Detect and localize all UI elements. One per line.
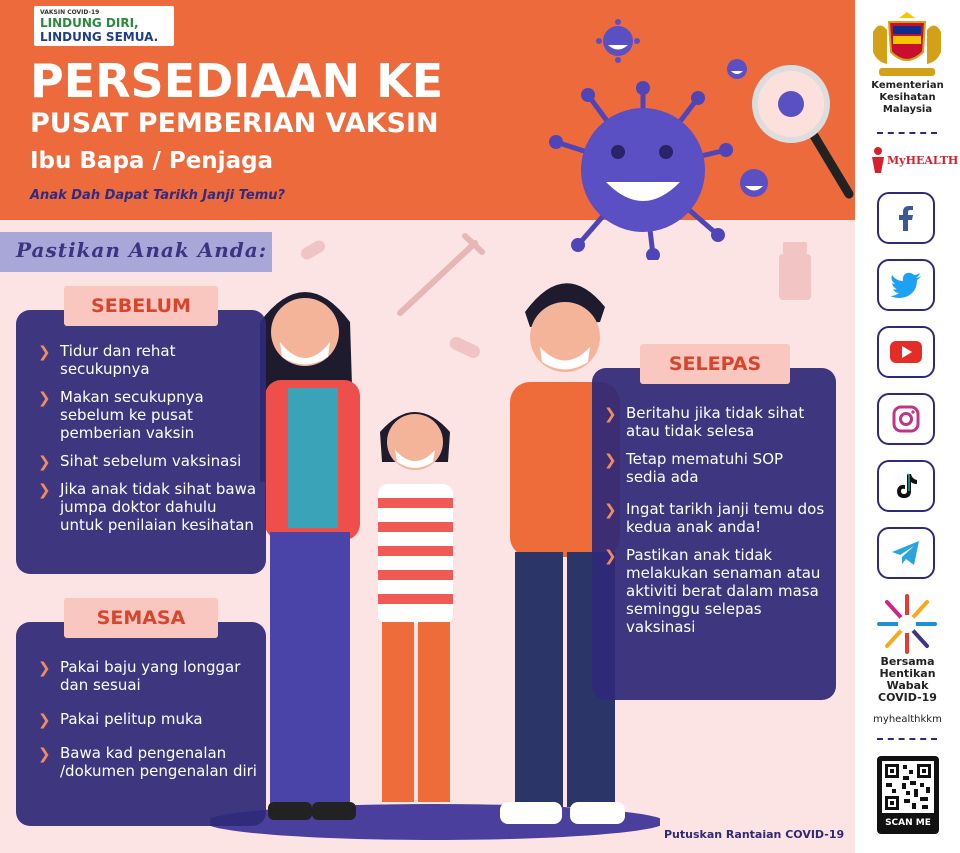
chevron-right-icon: ❯ xyxy=(38,659,51,677)
semasa-list xyxy=(38,658,260,790)
twitter-link[interactable] xyxy=(877,259,935,311)
instagram-icon xyxy=(891,404,921,434)
list-item xyxy=(604,546,826,636)
scan-me-label: SCAN ME xyxy=(885,818,931,828)
campaign-line2: LINDUNG SEMUA. xyxy=(40,30,159,44)
twitter-icon xyxy=(889,270,923,300)
list-item xyxy=(38,744,260,780)
bersama-line: COVID-19 xyxy=(878,691,937,704)
bersama-hentikan-logo xyxy=(875,594,939,654)
list-item xyxy=(38,388,260,442)
divider xyxy=(877,738,937,740)
campaign-line1: LINDUNG DIRI, xyxy=(40,16,139,30)
telegram-link[interactable] xyxy=(877,527,935,579)
chevron-right-icon: ❯ xyxy=(38,389,51,407)
instruction-banner-text: Pastikan Anak Anda: xyxy=(16,238,268,262)
malaysia-coat-of-arms-logo xyxy=(869,12,945,78)
list-item xyxy=(604,404,826,440)
audience-subtitle: Ibu Bapa / Penjaga xyxy=(30,148,274,174)
chevron-right-icon: ❯ xyxy=(604,405,617,423)
virus-small-icon xyxy=(594,18,642,64)
list-item xyxy=(38,710,260,728)
facebook-link[interactable] xyxy=(877,192,935,244)
bersama-line: Wabak xyxy=(886,679,929,692)
sebelum-list xyxy=(38,342,260,544)
list-item xyxy=(604,450,826,486)
page-title: PERSEDIAAN KE xyxy=(30,54,444,108)
semasa-label: SEMASA xyxy=(64,598,218,638)
sebelum-label: SEBELUM xyxy=(64,286,218,326)
page-title-line2: PUSAT PEMBERIAN VAKSIN xyxy=(30,108,439,139)
tiktok-icon xyxy=(891,471,921,501)
pill-icon xyxy=(298,236,328,264)
list-item-text: Sihat sebelum vaksinasi xyxy=(60,452,242,470)
telegram-icon xyxy=(890,539,922,567)
bersama-line: Hentikan xyxy=(879,667,936,680)
chevron-right-icon: ❯ xyxy=(38,745,51,763)
list-item xyxy=(38,658,260,694)
chevron-right-icon: ❯ xyxy=(38,343,51,361)
list-item-text: Tidur dan rehat secukupnya xyxy=(60,342,176,378)
list-item xyxy=(38,480,260,534)
bersama-line: Bersama xyxy=(880,655,935,668)
appointment-question: Anak Dah Dapat Tarikh Janji Temu? xyxy=(30,188,286,203)
youtube-link[interactable] xyxy=(877,326,935,378)
chevron-right-icon: ❯ xyxy=(38,481,51,499)
virus-mascot-icon xyxy=(548,80,738,260)
chevron-right-icon: ❯ xyxy=(38,453,51,471)
youtube-icon xyxy=(889,339,923,365)
qr-code-icon xyxy=(882,761,934,813)
list-item-text: Tetap mematuhi SOP sedia ada xyxy=(626,450,784,486)
selepas-label: SELEPAS xyxy=(640,344,790,384)
list-item-text: Pakai pelitup muka xyxy=(60,710,203,728)
list-item-text: Pakai baju yang longgar dan sesuai xyxy=(60,658,241,694)
qr-code[interactable] xyxy=(877,756,939,834)
tiktok-link[interactable] xyxy=(877,460,935,512)
list-item-text: Makan secukupnya sebelum ke pusat pemberian vaksin xyxy=(60,388,204,442)
social-handle: myhealthkkm xyxy=(873,714,942,725)
instagram-link[interactable] xyxy=(877,393,935,445)
list-item xyxy=(38,342,260,378)
chevron-right-icon: ❯ xyxy=(38,711,51,729)
selepas-list xyxy=(604,404,826,646)
sidebar xyxy=(855,0,960,853)
ministry-line: Kementerian xyxy=(871,80,944,91)
footer-slogan: Putuskan Rantaian COVID-19 xyxy=(664,828,845,841)
chevron-right-icon: ❯ xyxy=(604,451,617,469)
chevron-right-icon: ❯ xyxy=(604,501,617,519)
list-item xyxy=(38,452,260,470)
bersama-hentikan-text xyxy=(855,656,960,704)
myhealth-logo xyxy=(869,146,959,176)
facebook-icon xyxy=(891,203,921,233)
campaign-small-text: VAKSIN COVID-19 xyxy=(40,9,100,16)
chevron-right-icon: ❯ xyxy=(604,547,617,565)
list-item-text: Ingat tarikh janji temu dos kedua anak anda! xyxy=(626,500,825,536)
medicine-bottle-icon xyxy=(775,240,815,302)
list-item-text: Jika anak tidak sihat bawa jumpa doktor dahulu untuk penilaian kesihatan xyxy=(60,480,257,534)
ministry-line: Kesihatan xyxy=(879,92,936,103)
ministry-line: Malaysia xyxy=(882,104,933,115)
divider xyxy=(877,132,937,134)
campaign-logo xyxy=(34,6,174,46)
ministry-name xyxy=(855,80,960,116)
list-item-text: Beritahu jika tidak sihat atau tidak selesa xyxy=(626,404,805,440)
magnifier-icon xyxy=(745,62,855,212)
myhealth-text: MyHEALTH xyxy=(887,154,959,167)
list-item-text: Bawa kad pengenalan /dokumen pengenalan diri xyxy=(60,744,257,780)
list-item-text: Pastikan anak tidak melakukan senaman atau aktiviti berat dalam masa seminggu selepas vaksinasi xyxy=(626,546,821,636)
list-item xyxy=(604,500,826,536)
myhealth-figure-icon xyxy=(869,146,887,174)
